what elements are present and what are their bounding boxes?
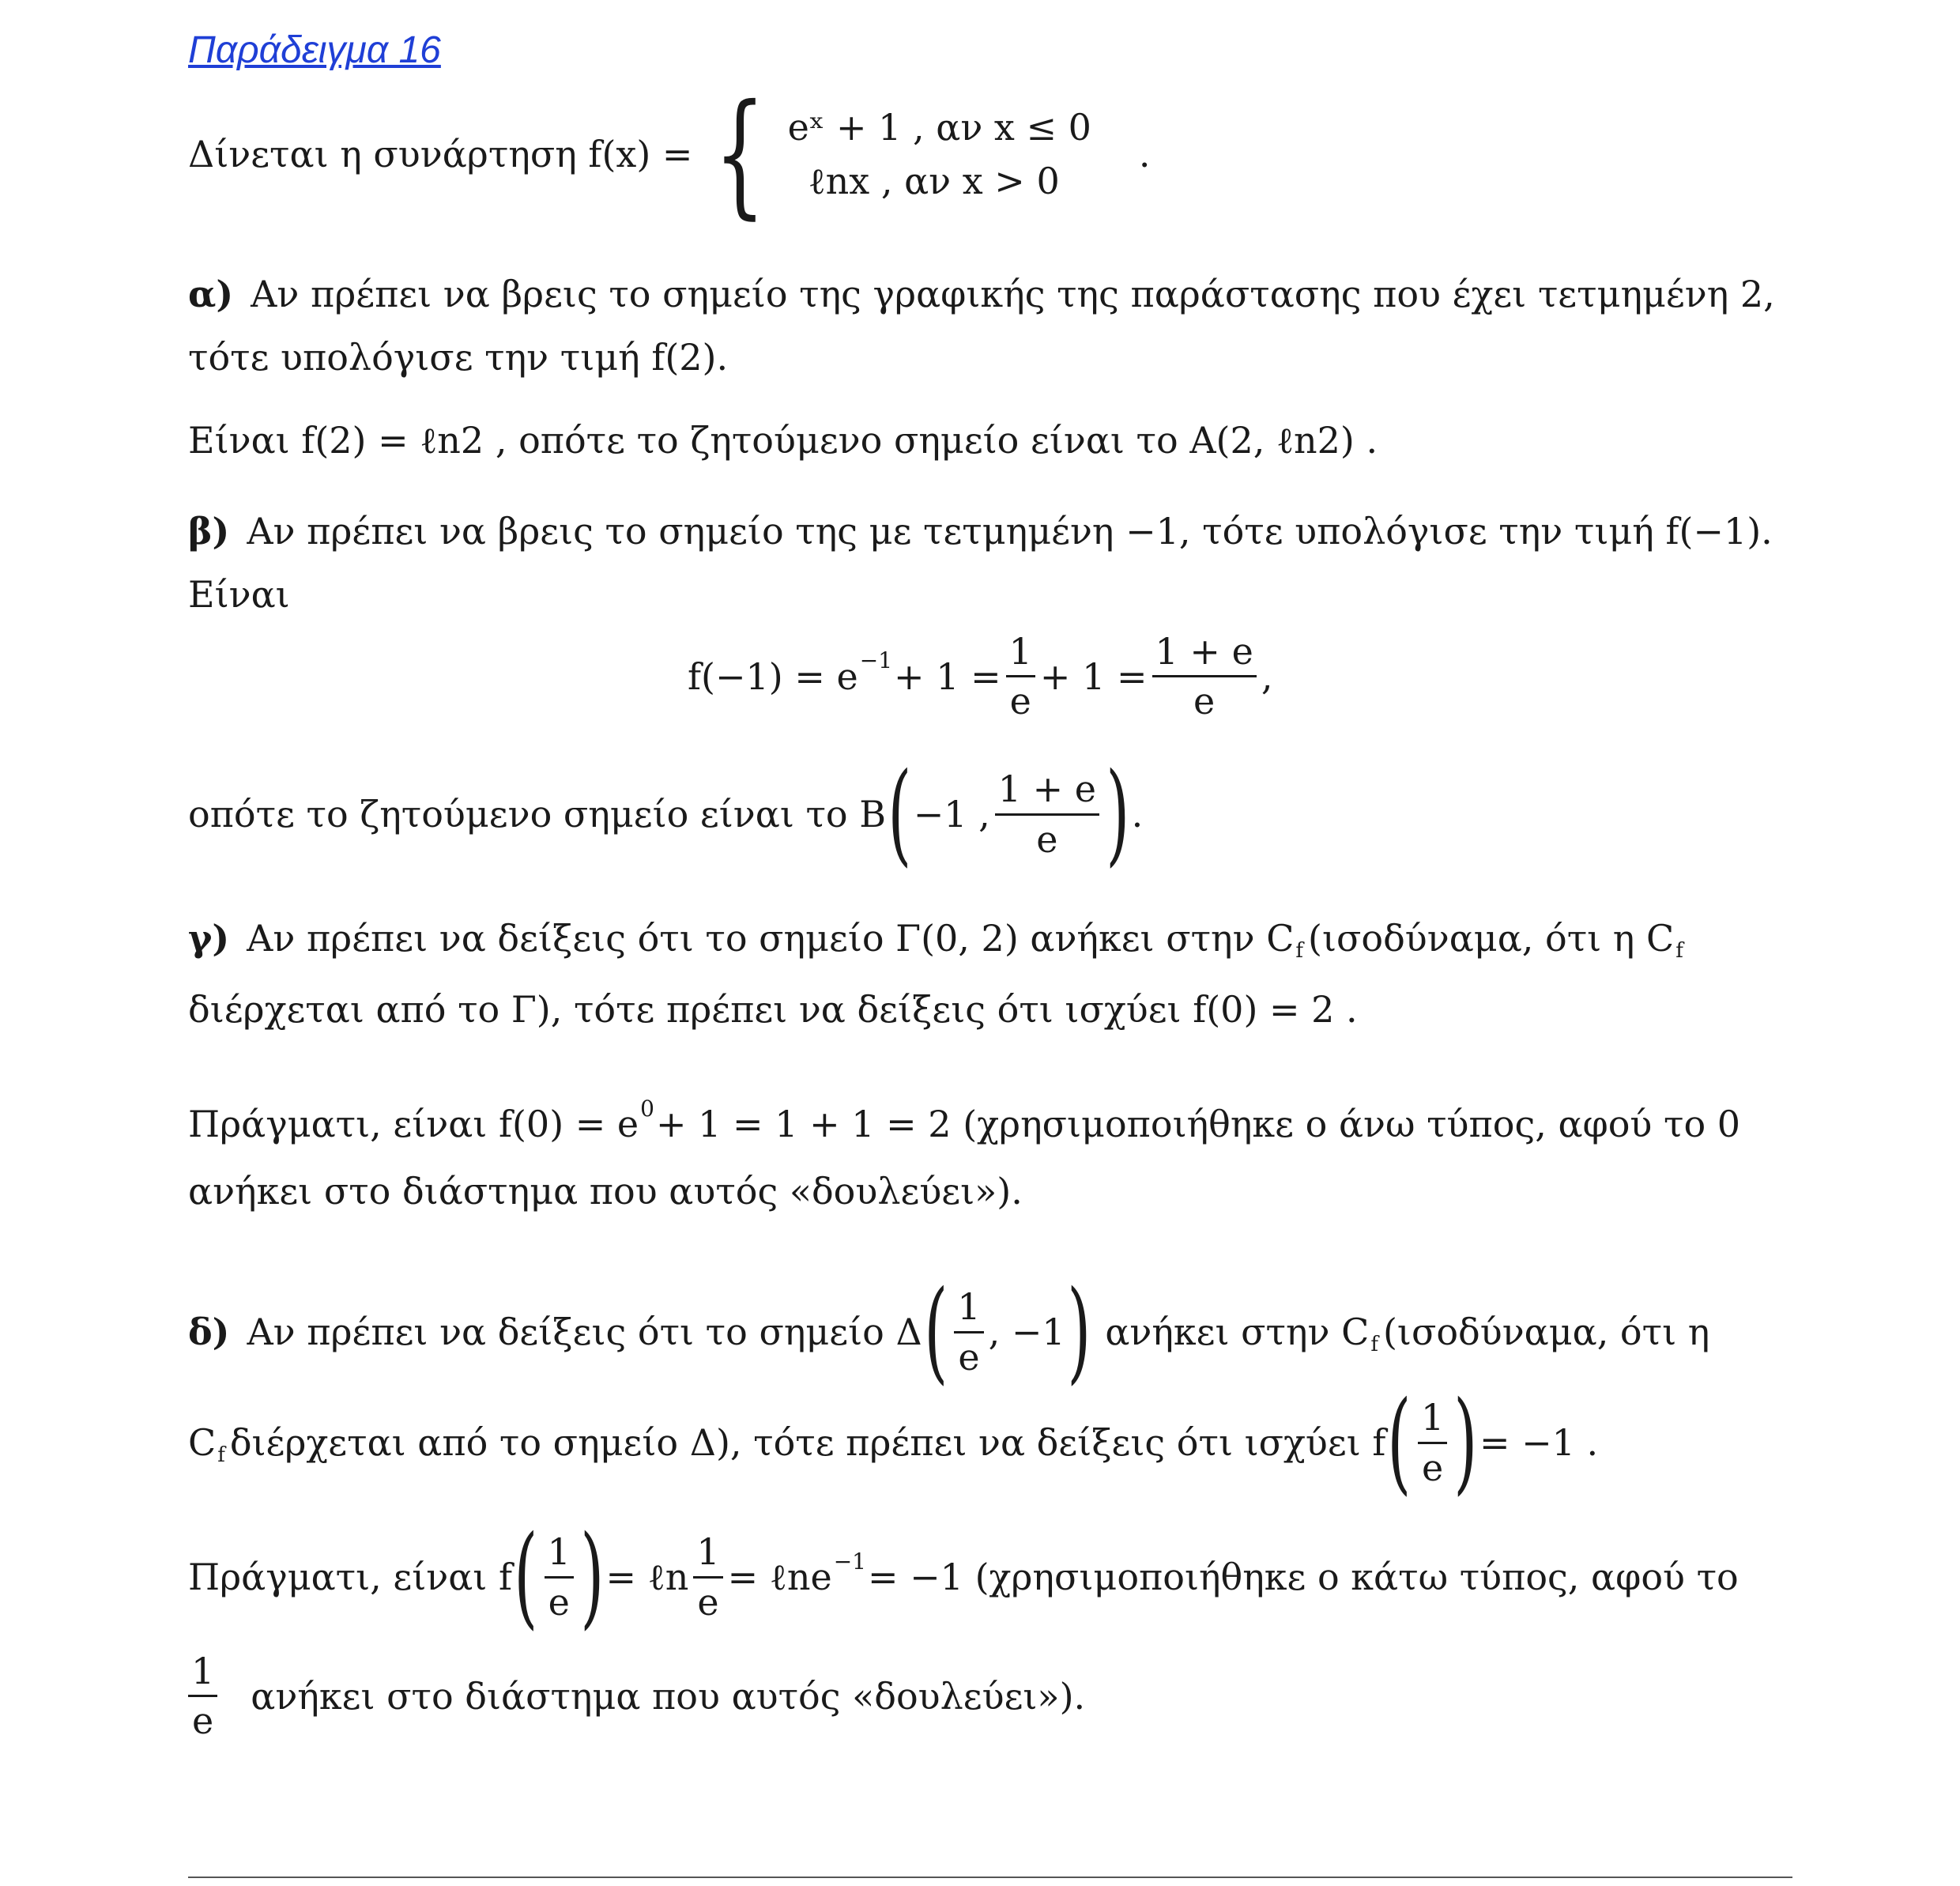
d-answer-2	[188, 1652, 1085, 1741]
d-ans1d: = −1 (χρησιμοποιήθηκε ο κάτω τύπος, αφού το	[867, 1556, 1739, 1598]
frac-num: 1	[1418, 1398, 1447, 1443]
d-ans2: ανήκει στο διάστημα που αυτός «δουλεύει»).	[251, 1674, 1086, 1718]
c-q1a: Αν πρέπει να δείξεις ότι το σημείο Γ(0, 2) ανήκει στην C	[247, 917, 1295, 960]
d-question-2	[188, 1378, 1599, 1507]
c-answer-1	[188, 1095, 1741, 1145]
b-eival: Είναι	[188, 573, 290, 616]
d-ans1a: Πράγματι, είναι f	[188, 1556, 512, 1598]
frac-num: 1	[954, 1288, 983, 1333]
left-paren: (	[888, 749, 912, 878]
d-q1b: ανήκει στην C	[1105, 1311, 1370, 1353]
sub-f: f	[217, 1443, 225, 1467]
c-question-2: διέρχεται από το Γ), τότε πρέπει να δείξεις ότι ισχύει f(0) = 2 .	[188, 988, 1358, 1031]
c-ans1a: Πράγματι, είναι f(0) = e	[188, 1103, 639, 1145]
c-ans1b: + 1 = 1 + 1 = 2 (χρησιμοποιήθηκε ο άνω τύπος, αφού το 0	[655, 1103, 1741, 1145]
sub-f: f	[1675, 939, 1683, 963]
page-title[interactable]: Παράδειγμα 16	[188, 29, 441, 71]
frac-num: 1	[188, 1652, 217, 1697]
fraction-1-over-e	[1006, 632, 1035, 721]
b-equation	[688, 632, 1272, 721]
c-answer-2: ανήκει στο διάστημα που αυτός «δουλεύει»).	[188, 1170, 1023, 1213]
b-plus1eq: + 1 =	[1039, 654, 1148, 698]
d-ans1b: = ℓn	[605, 1556, 689, 1598]
fraction-1-over-e	[1418, 1398, 1447, 1487]
sub-f: f	[1295, 939, 1304, 963]
b-eq-start: f(−1) = e	[688, 654, 858, 698]
fraction-1-over-e	[188, 1652, 217, 1741]
d-q2a: C	[188, 1421, 217, 1464]
d-q1m: , −1	[988, 1311, 1065, 1353]
d-ans1sup: −1	[833, 1548, 866, 1575]
right-paren: )	[580, 1512, 605, 1641]
frac-num: 1 + e	[995, 770, 1099, 815]
c-question-1	[188, 917, 1688, 963]
d-q1c: (ισοδύναμα, ότι η	[1382, 1311, 1710, 1353]
case-1: eˣ + 1 , αν x ≤ 0	[787, 106, 1091, 149]
frac-den: e	[958, 1335, 980, 1379]
fraction-1-over-e	[545, 1530, 574, 1624]
d-q1a: Αν πρέπει να δείξεις ότι το σημείο Δ	[247, 1311, 922, 1353]
right-paren: )	[1106, 749, 1130, 878]
d-answer-1	[188, 1512, 1739, 1641]
frac-den: e	[1422, 1446, 1444, 1489]
b-label: β)	[188, 510, 230, 553]
right-paren: )	[1066, 1267, 1091, 1396]
fraction-1pluse-over-e	[995, 768, 1099, 861]
b-question-1	[188, 510, 1773, 553]
b-answer	[188, 749, 1144, 878]
b-q1: Αν πρέπει να βρεις το σημείο της με τετμημένη −1, τότε υπολόγισε την τιμή f(−1).	[247, 510, 1773, 553]
a-question-2: τότε υπολόγισε την τιμή f(2).	[188, 336, 729, 379]
intro-line	[188, 76, 1151, 232]
case-2: ℓnx , αν x > 0	[808, 160, 1060, 202]
frac-den: e	[1036, 817, 1058, 861]
a-q1: Αν πρέπει να βρεις το σημείο της γραφικής της παράστασης που έχει τετμημένη 2,	[251, 273, 1775, 315]
left-paren: (	[1387, 1378, 1412, 1507]
b-eq-mid: + 1 =	[894, 654, 1001, 698]
d-label: δ)	[188, 1311, 230, 1353]
intro-prefix: Δίνεται η συνάρτηση f(x) =	[188, 133, 693, 175]
left-paren: (	[514, 1512, 538, 1641]
b-ans-m1: −1 ,	[913, 793, 990, 835]
frac-den: e	[548, 1580, 570, 1624]
frac-den: e	[1193, 680, 1216, 723]
frac-num: 1	[1006, 632, 1035, 677]
frac-num: 1 + e	[1152, 632, 1257, 677]
c-q1b: (ισοδύναμα, ότι η C	[1308, 917, 1675, 960]
a-question-1	[188, 273, 1775, 315]
c-ans1sup: 0	[640, 1095, 654, 1122]
b-eq-sup: −1	[859, 647, 893, 674]
left-brace: {	[714, 76, 766, 232]
a-answer: Είναι f(2) = ℓn2 , οπότε το ζητούμενο σημείο είναι το A(2, ℓn2) .	[188, 419, 1378, 462]
right-paren: )	[1453, 1378, 1478, 1507]
piecewise-cases	[788, 106, 1091, 202]
sub-f: f	[1370, 1333, 1378, 1356]
d-ans1c: = ℓne	[727, 1556, 832, 1598]
fraction-1pluse-over-e	[1152, 632, 1257, 721]
b-ans-prefix: οπότε το ζητούμενο σημείο είναι το B	[188, 793, 887, 835]
d-q2b: διέρχεται από το σημείο Δ), τότε πρέπει να δείξεις ότι ισχύει f	[229, 1421, 1386, 1464]
d-q2c: = −1 .	[1479, 1421, 1599, 1464]
d-question-1	[188, 1267, 1710, 1396]
b-comma: ,	[1261, 654, 1273, 698]
frac-num: 1	[545, 1533, 574, 1578]
b-ans-end: .	[1131, 793, 1144, 835]
a-label: α)	[188, 273, 234, 315]
intro-end: .	[1138, 133, 1151, 175]
frac-den: e	[192, 1699, 214, 1743]
footer-divider	[188, 1877, 1792, 1878]
fraction-1-over-e	[954, 1285, 983, 1379]
frac-den: e	[1009, 680, 1031, 723]
frac-num: 1	[693, 1533, 722, 1578]
c-label: γ)	[188, 917, 230, 960]
fraction-1-over-e	[693, 1530, 722, 1624]
frac-den: e	[697, 1580, 719, 1624]
left-paren: (	[924, 1267, 948, 1396]
